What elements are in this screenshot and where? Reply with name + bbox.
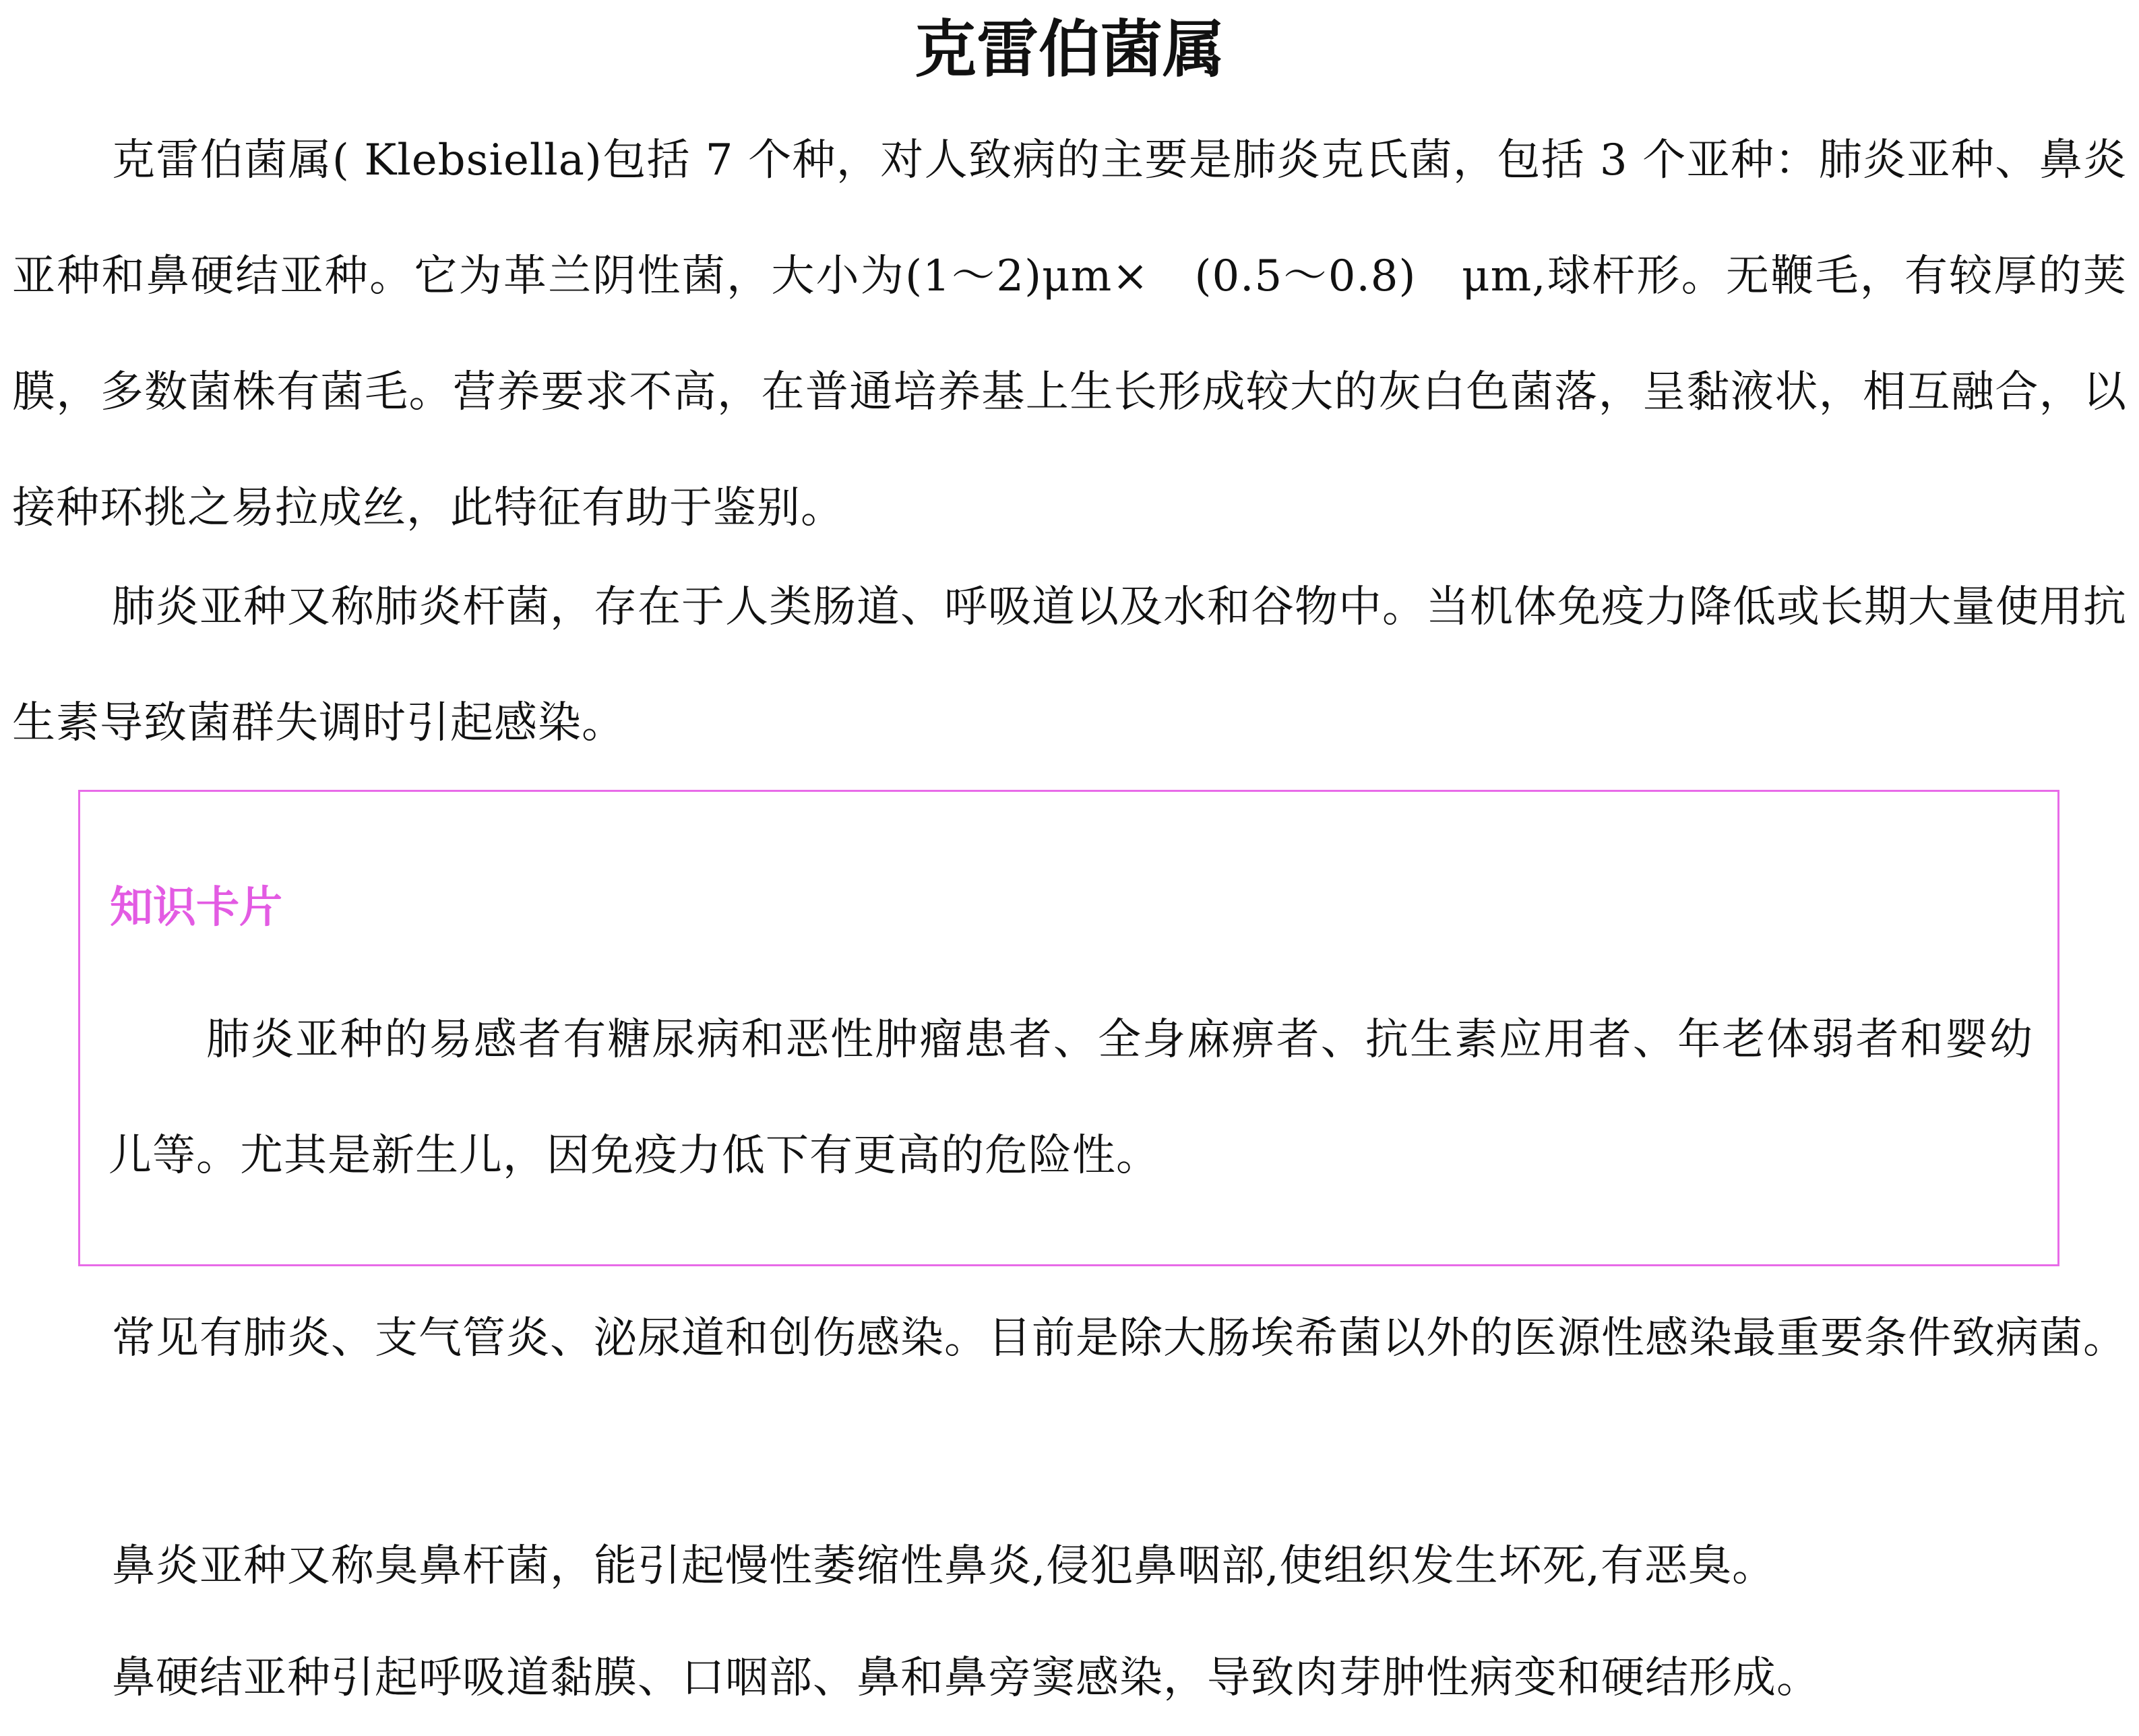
paragraph-ozaenae: 鼻炎亚种又称臭鼻杆菌，能引起慢性萎缩性鼻炎,侵犯鼻咽部,使组织发生坏死,有恶臭。 [112,1541,1776,1591]
document-title: 克雷伯菌属 [914,13,1224,86]
paragraph-overview: 克雷伯菌属( Klebsiella)包括 7 个种，对人致病的主要是肺炎克氏菌，包括 3 个亚种：肺炎亚种、鼻炎亚种和鼻硬结亚种。它为革兰阴性菌，大小为(1～2)μm× (0.5～0.8) μm,球杆形。无鞭毛，有较厚的荚膜，多数菌株有菌毛。营养要求不高，在普通培养基上生长形成较大的灰白色菌落，呈黏液状，相互融合，以接种环挑之易拉成丝，此特征有助于鉴别。 [12,135,2127,533]
paragraph-pneumoniae: 肺炎亚种又称肺炎杆菌，存在于人类肠道、呼吸道以及水和谷物中。当机体免疫力降低或长期大量使用抗生素导致菌群失调时引起感染。 [12,582,2127,748]
knowledge-card-body: 肺炎亚种的易感者有糖尿病和恶性肿瘤患者、全身麻痹者、抗生素应用者、年老体弱者和婴幼儿等。尤其是新生儿，因免疫力低下有更高的危险性。 [108,1015,2033,1181]
paragraph-infections: 常见有肺炎、支气管炎、泌尿道和创伤感染。目前是除大肠埃希菌以外的医源性感染最重要条件致病菌。 [112,1313,2127,1363]
paragraph-rhinoscleromatis: 鼻硬结亚种引起呼吸道黏膜、口咽部、鼻和鼻旁窦感染，导致肉芽肿性病变和硬结形成。 [112,1653,1820,1703]
knowledge-card [78,790,2059,1266]
knowledge-card-heading: 知识卡片 [110,883,282,933]
